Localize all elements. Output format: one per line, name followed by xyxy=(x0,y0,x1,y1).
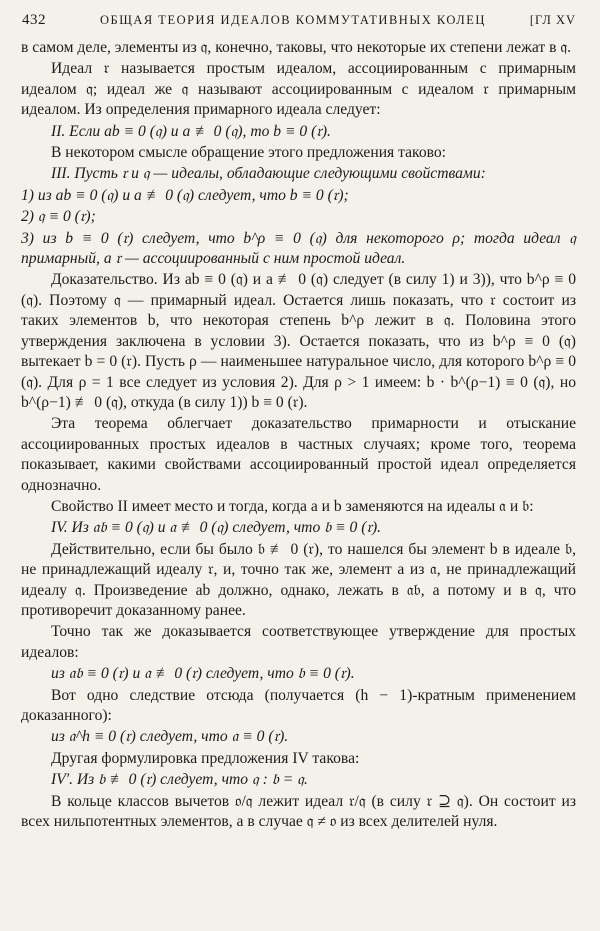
paragraph: Идеал 𝔯 называется простым идеалом, ассоциированным с примарным идеалом 𝔮; идеал же 𝔮 называют ассоциированным с идеалом 𝔯 примарным идеалом. Из определения примарного идеала следует: xyxy=(21,60,576,119)
paragraph: в самом деле, элементы из 𝔮, конечно, таковы, что некоторые их степени лежат в 𝔮. xyxy=(21,39,572,56)
paragraph: В некотором смысле обращение этого предложения таково: xyxy=(51,144,447,162)
running-title: ОБЩАЯ ТЕОРИЯ ИДЕАЛОВ КОММУТАТИВНЫХ КОЛЕЦ xyxy=(100,13,486,27)
condition-1: 1) из ab ≡ 0 (𝔮) и a ≢ 0 (𝔮) следует, что b ≡ 0 (𝔯); xyxy=(21,186,349,204)
formula-line: из 𝔞𝔟 ≡ 0 (𝔯) и 𝔞 ≢ 0 (𝔯) следует, что 𝔟 ≡ 0 (𝔯). xyxy=(51,665,355,683)
proof: Доказательство. Из ab ≡ 0 (𝔮) и a ≢ 0 (𝔮) следует (в силу 1) и 3)), что b^ρ ≡ 0 (𝔮). Поэтому 𝔮 — примарный идеал. Остается лишь показать, что 𝔯 состоит из таких элементов b, что некоторая степень b^ρ лежит в 𝔮. Половина этого утверждения заключена в условии 3). Остается показать, что из b^ρ ≡ 0 (𝔮) вытекает b = 0 (𝔯). Пусть ρ — наименьшее натуральное число, для которого b^ρ ≡ 0 (𝔮). Для ρ = 1 все следует из условия 2). Для ρ > 1 имеем: b · b^(ρ−1) ≡ 0 (𝔮), но b^(ρ−1) ≢ 0 (𝔮), откуда (в силу 1)) b ≡ 0 (𝔯). xyxy=(21,271,576,411)
paragraph: Действительно, если бы было 𝔟 ≢ 0 (𝔯), то нашелся бы элемент b в идеале 𝔟, не принадлежащий идеалу 𝔯, и, точно так же, элемент a из 𝔞, не принадлежащий идеалу 𝔮. Произведение ab должно, однако, лежать в 𝔞𝔟, а потому и в 𝔮, что противоречит доказанному ранее. xyxy=(21,540,576,619)
statement-IV-prime: IV′. Из 𝔟 ≢ 0 (𝔯) следует, что 𝔮 : 𝔟 = 𝔮. xyxy=(51,771,308,789)
statement-III: III. Пусть 𝔯 и 𝔮 — идеалы, обладающие следующими свойствами: xyxy=(51,165,486,183)
running-header xyxy=(22,12,576,34)
paragraph: Свойство II имеет место и тогда, когда a и b заменяются на идеалы 𝔞 и 𝔟: xyxy=(51,497,534,515)
condition-2: 2) 𝔮 ≡ 0 (𝔯); xyxy=(21,208,96,226)
statement-IV: IV. Из 𝔞𝔟 ≡ 0 (𝔮) и 𝔞 ≢ 0 (𝔮) следует, что 𝔟 ≡ 0 (𝔯). xyxy=(51,519,382,537)
chapter-marker: [ГЛ XV xyxy=(529,13,576,27)
statement-II: II. Если ab ≡ 0 (𝔮) и a ≢ 0 (𝔮), то b ≡ 0 (𝔯). xyxy=(51,122,331,140)
page-number: 432 xyxy=(22,12,46,28)
paragraph: Точно так же доказывается соответствующее утверждение для простых идеалов: xyxy=(21,623,576,661)
condition-3: 3) из b ≡ 0 (𝔯) следует, что b^ρ ≡ 0 (𝔮) для некоторого ρ; тогда идеал 𝔮 примарный, а 𝔯 — ассоциированный с ним простой идеал. xyxy=(21,229,576,268)
paragraph: Эта теорема облегчает доказательство примарности и отыскание ассоциированных простых идеалов в частных случаях; кроме того, теорема показывает, какими свойствами ассоциированный простой идеал определяется однозначно. xyxy=(21,415,576,494)
paragraph: В кольце классов вычетов 𝔬/𝔮 лежит идеал 𝔯/𝔮 (в силу 𝔯 ⊇ 𝔮). Он состоит из всех нильпотентных элементов, а в случае 𝔮 ≠ 𝔬 из всех делителей нуля. xyxy=(21,792,576,831)
formula-line: из 𝔞^h ≡ 0 (𝔯) следует, что 𝔞 ≡ 0 (𝔯). xyxy=(51,728,289,746)
page-body xyxy=(21,38,576,832)
paragraph: Другая формулировка предложения IV такова: xyxy=(51,749,360,767)
paragraph: Вот одно следствие отсюда (получается (h − 1)-кратным применением доказанного): xyxy=(21,686,576,724)
